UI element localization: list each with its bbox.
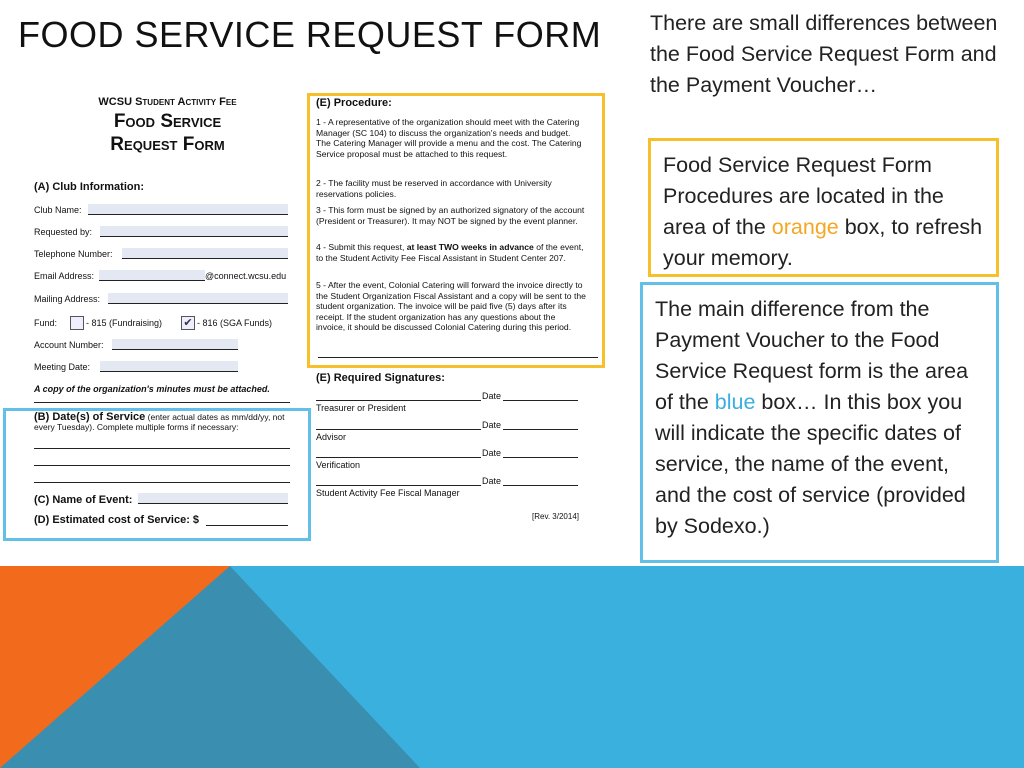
date-line: [503, 429, 578, 430]
fund-815-label: - 815 (Fundraising): [86, 318, 163, 328]
signatures-heading: (E) Required Signatures:: [316, 372, 445, 384]
email-domain: @connect.wcsu.edu: [205, 271, 287, 281]
orange-word: orange: [771, 215, 839, 239]
slide-title: FOOD SERVICE REQUEST FORM: [18, 14, 602, 55]
requested-by-label: Requested by:: [34, 227, 93, 237]
procedure-highlight-box: [307, 93, 605, 368]
service-details-highlight-box: [3, 408, 311, 541]
step4-emphasis: at least TWO weeks in advance: [406, 242, 534, 252]
decorative-band: [0, 566, 1024, 768]
telephone-label: Telephone Number:: [34, 249, 113, 259]
date-label: Date: [482, 420, 502, 430]
section-a-heading: (A) Club Information:: [34, 181, 144, 193]
signature-role: Verification: [316, 460, 361, 470]
form-header-title: Food Service Request Form: [110, 111, 225, 155]
callout-text: dates of service, the: [655, 421, 961, 476]
blue-word: blue: [714, 390, 756, 414]
callout-text: The main difference from the Payment Voucher to the Food Service Request form is the area of the: [655, 297, 969, 414]
fund-816-checkbox: ✔: [181, 316, 195, 330]
procedure-callout: [648, 138, 999, 277]
section-b-heading: (B) Date(s) of Service: [34, 411, 146, 423]
telephone-field: [122, 248, 288, 259]
section-c-heading: (C) Name of Event:: [34, 494, 133, 506]
email-field: [99, 270, 205, 281]
mailing-label: Mailing Address:: [34, 294, 101, 304]
procedure-heading: (E) Procedure:: [316, 97, 392, 109]
signature-line: [316, 429, 481, 430]
procedure-step-2: 2 - The facility must be reserved in accordance with University reservations policies.: [316, 178, 552, 199]
procedure-step-3: 3 - This form must be signed by an authorized signatory of the account (President or Treasurer). It may NOT be signed by the event planner.: [316, 205, 585, 226]
fund-816-label: - 816 (SGA Funds): [197, 318, 273, 328]
callout-text: Food Service Request Form Procedures are located in the area of the: [663, 153, 944, 239]
callout-text: of service (provided by Sodexo.): [655, 483, 966, 538]
signature-line: [316, 400, 481, 401]
date-line: [503, 400, 578, 401]
date-line: [503, 457, 578, 458]
procedure-step-1: 1 - A representative of the organization should meet with the Catering Manager (SC 104) to discuss the organization's needs and budget. The Catering Manager will provide a menu and the cost. The Catering Service proposal must be attached to this request.: [316, 117, 582, 159]
signature-line: [316, 485, 481, 486]
callout-text: box… In this box you will indicate the: [655, 390, 963, 445]
step4-text: 4 - Submit this request,: [316, 242, 407, 252]
account-label: Account Number:: [34, 340, 104, 350]
signature-role: Treasurer or President: [316, 403, 406, 413]
difference-callout: [640, 282, 999, 563]
minutes-note: A copy of the organization's minutes must be attached.: [34, 384, 270, 394]
email-label: Email Address:: [34, 271, 95, 281]
emphasis-name: name: [770, 452, 825, 476]
club-name-label: Club Name:: [34, 205, 82, 215]
step4-text: of the event, to the Student Activity Fee Fiscal Assistant in Student Center 207.: [316, 242, 584, 263]
revision-note: [Rev. 3/2014]: [532, 512, 579, 521]
requested-by-field: [100, 226, 288, 237]
date-label: Date: [482, 391, 502, 401]
emphasis-specific: specific: [806, 421, 879, 445]
callout-text: of the event, and the: [655, 452, 950, 507]
club-name-field: [88, 204, 288, 215]
mailing-field: [108, 293, 288, 304]
emphasis-cost: cost: [732, 483, 773, 507]
intro-text: There are small differences between the Food Service Request Form and the Payment Voucher…: [650, 11, 998, 97]
section-b-note: (enter actual dates as mm/dd/yy, not every Tuesday). Complete multiple forms if necessary:: [34, 412, 285, 432]
signature-role: Advisor: [316, 432, 347, 442]
signature-role: Student Activity Fee Fiscal Manager: [316, 488, 460, 498]
form-header-small: WCSU Student Activity Fee: [98, 96, 237, 108]
signature-line: [316, 457, 481, 458]
divider: [34, 402, 290, 403]
account-field: [112, 339, 238, 350]
fund-label: Fund:: [34, 318, 58, 328]
date-label: Date: [482, 448, 502, 458]
fund-815-checkbox: [70, 316, 84, 330]
meeting-field: [100, 361, 238, 372]
date-label: Date: [482, 476, 502, 486]
meeting-label: Meeting Date:: [34, 362, 91, 372]
date-line: [503, 485, 578, 486]
callout-text: box, to refresh your memory.: [663, 215, 983, 270]
section-d-heading: (D) Estimated cost of Service: $: [34, 514, 200, 526]
procedure-step-5: 5 - After the event, Colonial Catering will forward the invoice directly to the Student Organization Fiscal Assistant and a copy will be sent to the student organization. The invoice will be paid five (5) days after its receipt. If the student organization has any questions about the invoice, it should be discussed Colonial Catering during this period.: [316, 280, 586, 333]
